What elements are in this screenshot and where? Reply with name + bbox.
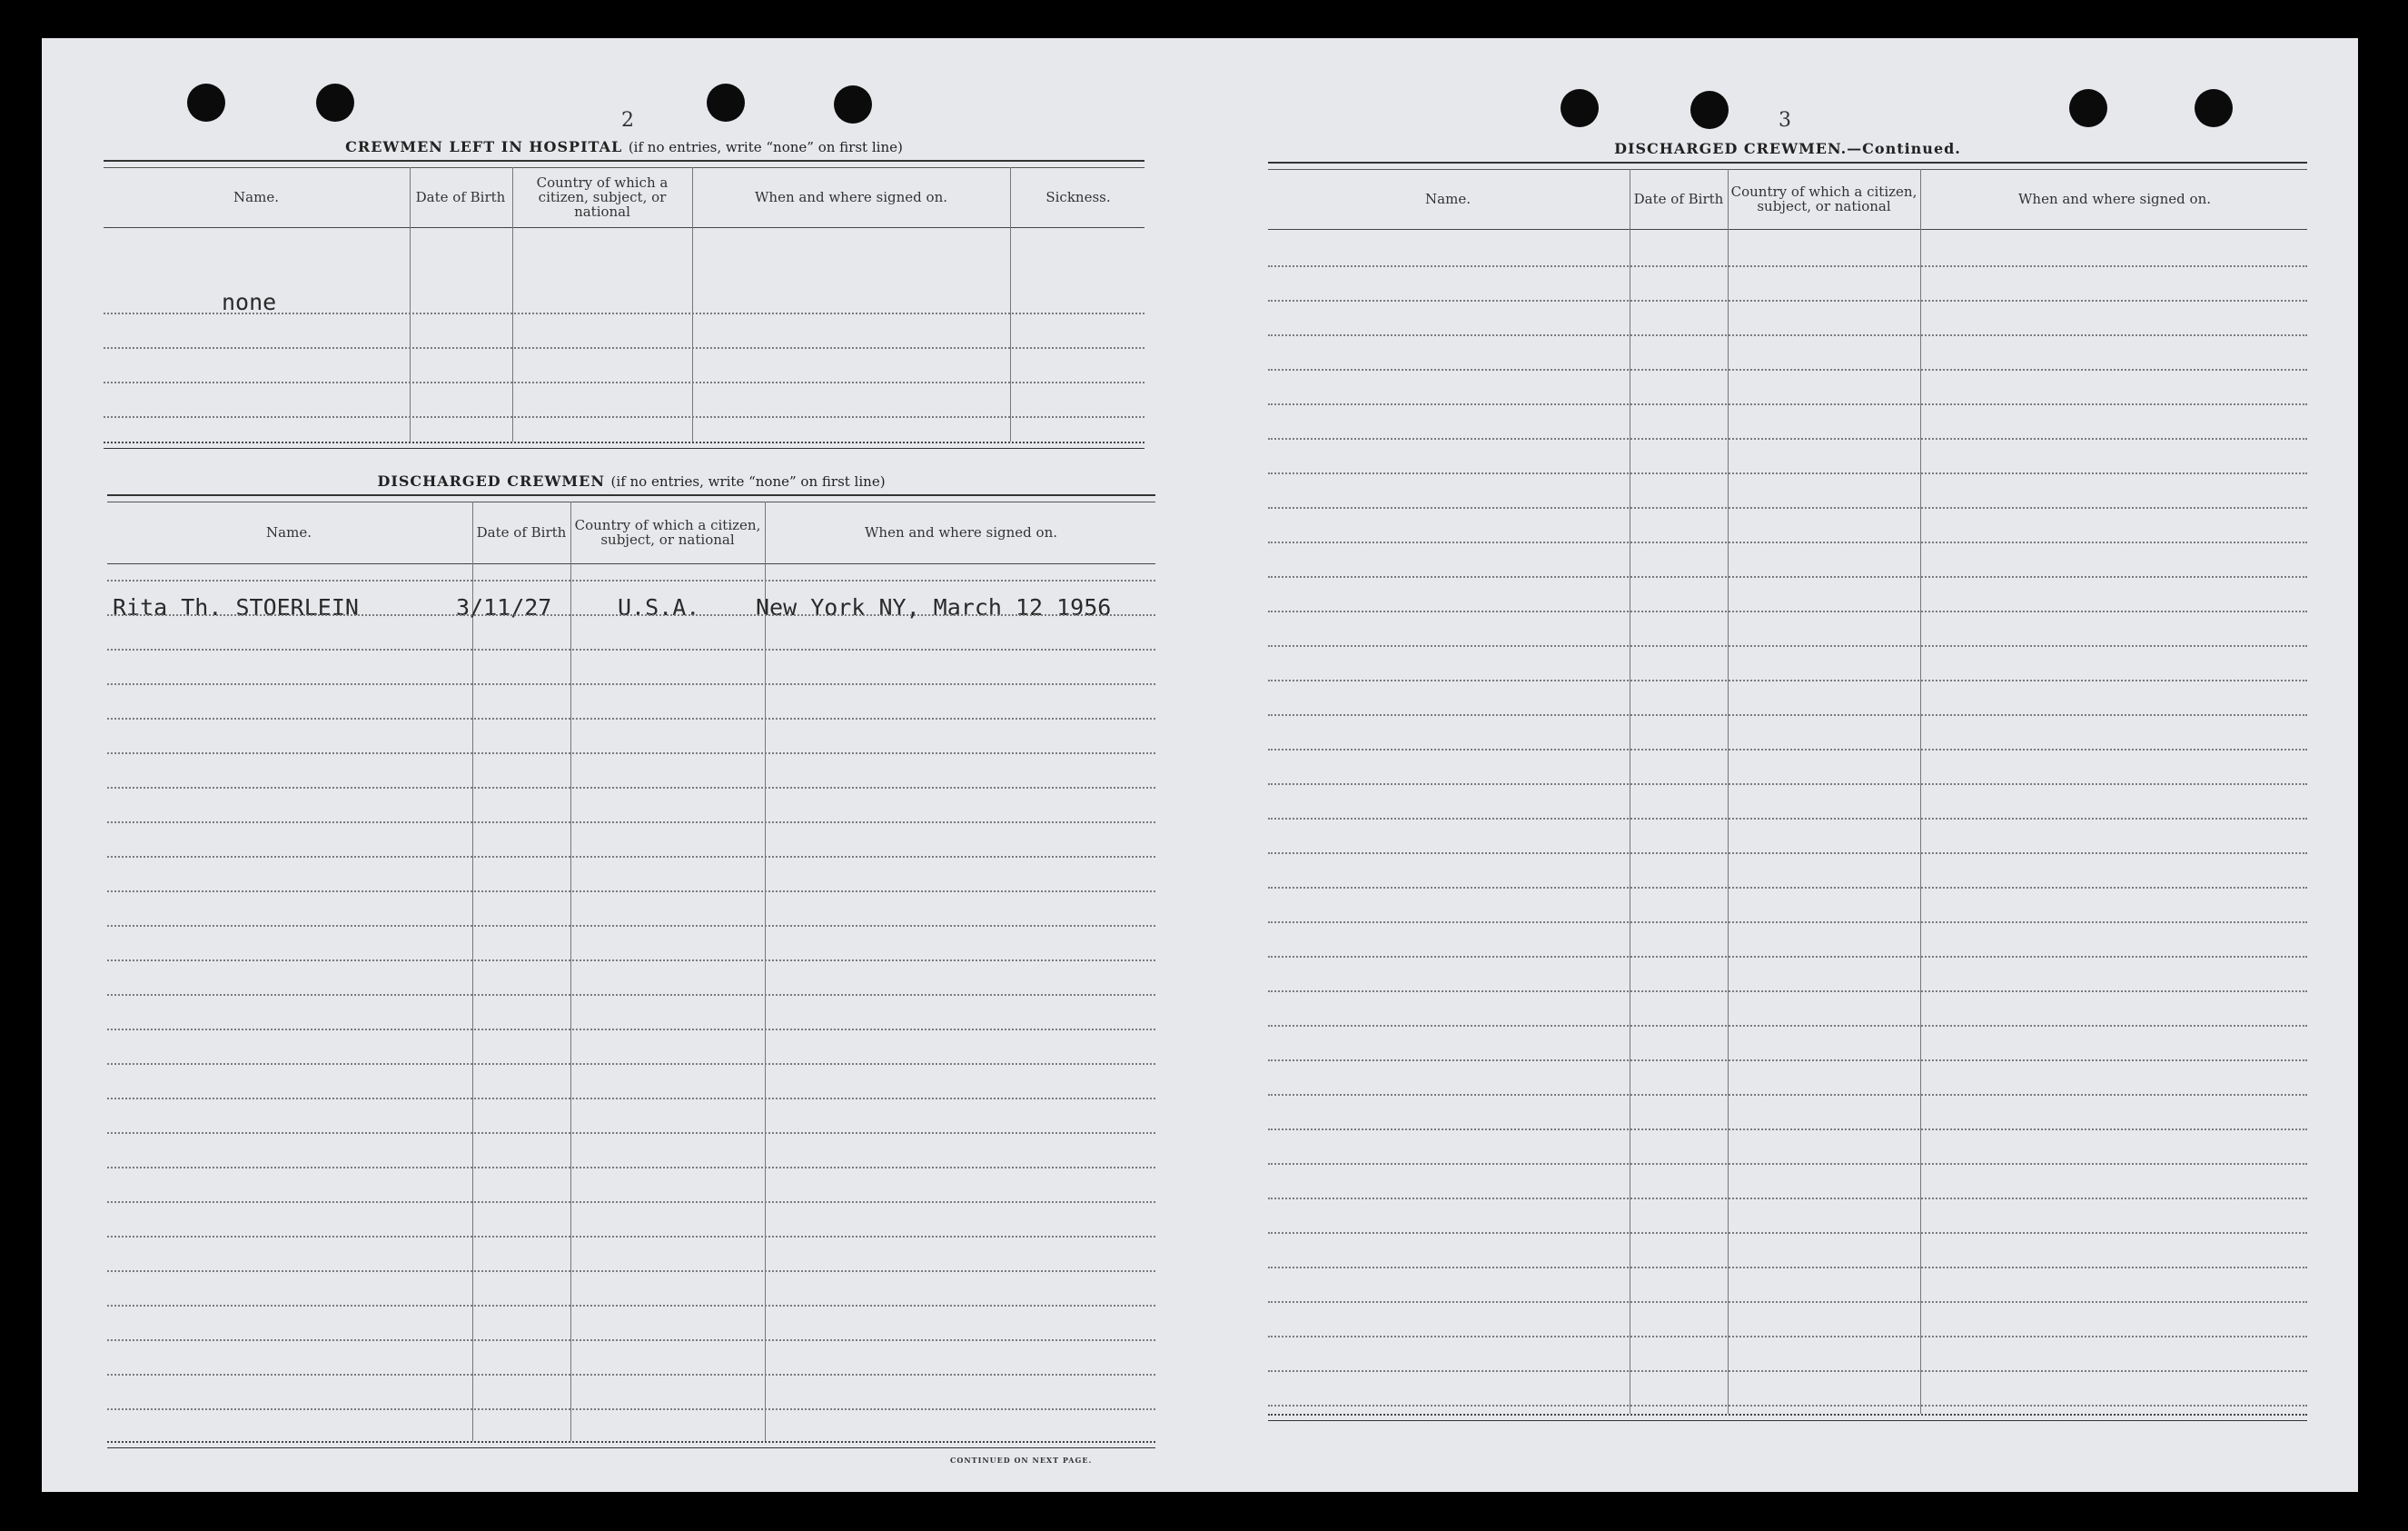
punch-hole — [2069, 89, 2107, 127]
entry-line — [1268, 1232, 2307, 1234]
entry-line — [107, 925, 1155, 927]
entry-line — [107, 994, 1155, 996]
entry-line — [107, 752, 1155, 754]
entry-line — [1268, 645, 2307, 647]
discharged-section — [107, 472, 1155, 1490]
entry-line — [1268, 749, 2307, 751]
col-header-country: Country of which a citizen, subject, or national — [1730, 184, 1917, 214]
entry-line — [1268, 680, 2307, 681]
entry-line — [1268, 438, 2307, 440]
discharged-header-row — [107, 502, 1155, 564]
col-header-dob: Date of Birth — [1633, 191, 1724, 207]
column-divider — [1728, 169, 1729, 1414]
entry-line — [1268, 472, 2307, 474]
entry-line — [1268, 1370, 2307, 1372]
section-bottom-rule — [1268, 1414, 2307, 1421]
entry-line — [1268, 921, 2307, 923]
entry-line — [107, 1339, 1155, 1341]
entry-line — [1268, 334, 2307, 336]
entry-line — [1268, 1301, 2307, 1303]
col-header-country: Country of which a citizen, subject, or national — [536, 174, 669, 220]
entry-line — [107, 718, 1155, 720]
entry-line — [1268, 265, 2307, 267]
entry-line — [107, 856, 1155, 858]
discharged-title-text: DISCHARGED CREWMEN — [377, 472, 605, 490]
discharged-title-note: (if no entries, write “none” on first line) — [610, 473, 886, 490]
punch-hole — [1690, 91, 1729, 129]
entry-line — [107, 580, 1155, 582]
entry-line — [1268, 611, 2307, 612]
entry-line — [1268, 403, 2307, 405]
punch-hole — [834, 85, 872, 124]
punch-hole — [1561, 89, 1599, 127]
column-divider — [570, 502, 571, 1441]
entry-line — [1268, 990, 2307, 992]
hospital-title-text: CREWMEN LEFT IN HOSPITAL — [345, 138, 623, 155]
punch-hole — [2195, 89, 2233, 127]
page-number-right: 3 — [1779, 109, 1791, 132]
col-header-dob: Date of Birth — [415, 189, 506, 205]
entry-line — [1268, 1059, 2307, 1061]
entry-line — [1268, 1267, 2307, 1268]
entry-line — [107, 787, 1155, 789]
entry-line — [107, 1098, 1155, 1099]
continued-header-row — [1268, 169, 2307, 230]
column-divider — [1920, 169, 1921, 1414]
entry-line — [1268, 852, 2307, 854]
entry-line — [1268, 1405, 2307, 1407]
page-number-left: 2 — [621, 109, 634, 132]
entry-line — [1268, 783, 2307, 785]
column-divider — [512, 167, 513, 442]
entry-line — [107, 1063, 1155, 1065]
hospital-entry-none: none — [222, 289, 277, 315]
entry-line — [107, 890, 1155, 892]
column-divider — [1010, 167, 1011, 442]
hospital-title — [104, 138, 1145, 155]
entry-line — [107, 614, 1155, 616]
entry-line — [1268, 1336, 2307, 1337]
entry-line — [1268, 576, 2307, 578]
entry-line — [1268, 369, 2307, 371]
entry-line — [1268, 714, 2307, 716]
entry-line — [107, 821, 1155, 823]
entry-line — [107, 1270, 1155, 1272]
discharged-title — [107, 472, 1155, 490]
column-divider — [472, 502, 473, 1441]
section-bottom-rule — [104, 442, 1145, 449]
col-header-name: Name. — [1425, 191, 1471, 207]
punch-hole — [187, 84, 225, 122]
entry-line — [1268, 818, 2307, 820]
entry-line — [1268, 542, 2307, 543]
column-divider — [410, 167, 411, 442]
entry-line — [107, 1236, 1155, 1238]
entry-line — [1268, 887, 2307, 889]
entry-line — [1268, 1128, 2307, 1130]
entry-line — [1268, 1094, 2307, 1096]
entry-country: U.S.A. — [618, 594, 700, 621]
punch-hole — [316, 84, 354, 122]
entry-line — [107, 649, 1155, 651]
col-header-sickness: Sickness. — [1045, 189, 1111, 205]
entry-signed-on: New York NY, March 12 1956 — [756, 594, 1112, 621]
entry-line — [104, 416, 1145, 418]
col-header-name: Name. — [266, 524, 312, 541]
entry-line — [1268, 300, 2307, 302]
column-divider — [765, 502, 766, 1441]
entry-line — [107, 683, 1155, 685]
entry-line — [107, 1408, 1155, 1410]
hospital-header-row — [104, 167, 1145, 228]
continued-footer: CONTINUED ON NEXT PAGE. — [950, 1456, 1093, 1465]
section-bottom-rule — [107, 1441, 1155, 1448]
entry-line — [104, 382, 1145, 383]
col-header-signed-on: When and where signed on. — [2017, 191, 2211, 207]
entry-line — [107, 1374, 1155, 1376]
col-header-country: Country of which a citizen, subject, or national — [574, 517, 761, 548]
entry-line — [107, 959, 1155, 961]
entry-line — [1268, 1198, 2307, 1199]
discharged-continued-section — [1268, 140, 2307, 1430]
hospital-title-note: (if no entries, write “none” on first line) — [628, 139, 903, 155]
entry-line — [1268, 956, 2307, 958]
col-header-dob: Date of Birth — [476, 524, 567, 541]
entry-line — [107, 1305, 1155, 1307]
entry-line — [107, 1167, 1155, 1168]
document-sheet — [42, 38, 2358, 1492]
col-header-signed-on: When and where signed on. — [754, 189, 947, 205]
column-divider — [692, 167, 693, 442]
entry-line — [107, 1201, 1155, 1203]
entry-line — [1268, 507, 2307, 509]
entry-line — [107, 1132, 1155, 1134]
entry-line — [107, 1029, 1155, 1030]
punch-hole — [707, 84, 745, 122]
col-header-name: Name. — [233, 189, 279, 205]
entry-dob: 3/11/27 — [456, 594, 552, 621]
entry-name: Rita Th. STOERLEIN — [113, 594, 359, 621]
entry-line — [104, 347, 1145, 349]
entry-line — [1268, 1163, 2307, 1165]
discharged-continued-title: DISCHARGED CREWMEN.—Continued. — [1614, 140, 1961, 157]
entry-line — [1268, 1025, 2307, 1027]
hospital-section — [104, 138, 1145, 492]
col-header-signed-on: When and where signed on. — [864, 524, 1057, 541]
